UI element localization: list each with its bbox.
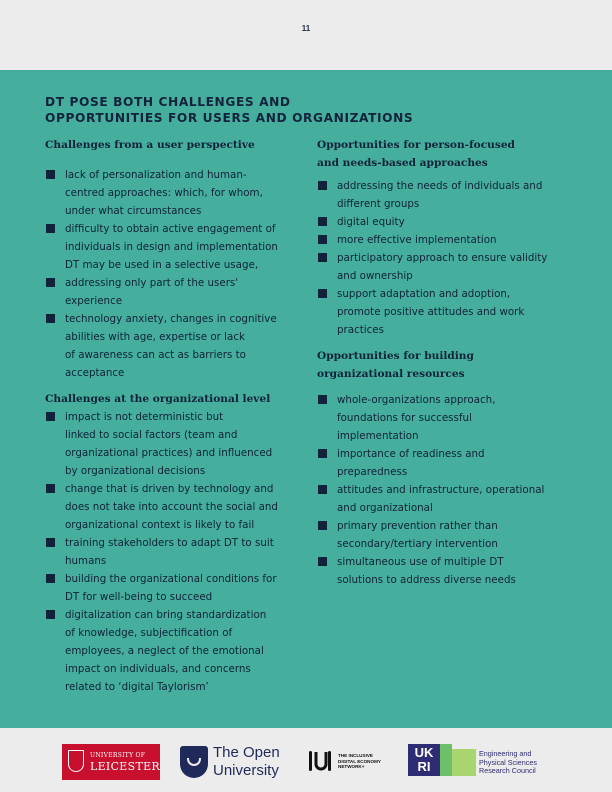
- list-item-line: secondary/tertiary intervention: [337, 538, 498, 550]
- list-item-line: different groups: [337, 198, 420, 210]
- footer-logos: [0, 738, 612, 788]
- list-item-line: by organizational decisions: [65, 465, 206, 477]
- list-item: [317, 231, 577, 249]
- list-item: [317, 445, 577, 481]
- list-item: [45, 274, 300, 310]
- epsrc-text: [479, 750, 537, 776]
- list-item-line: addressing only part of the users': [65, 277, 239, 289]
- inclusive-line-2: DIGITAL ECONOMY: [338, 758, 381, 764]
- opportunities-org-title: [317, 347, 577, 383]
- list-item-line: training stakeholders to adapt DT to suit: [65, 537, 274, 549]
- opportunities-person-title: [317, 136, 577, 172]
- bullet-square-icon: [318, 253, 327, 262]
- bullet-square-icon: [318, 181, 327, 190]
- opportunities-org-list: [317, 391, 577, 589]
- challenges-user-title: Challenges from a user perspective: [45, 139, 255, 151]
- bullet-square-icon: [46, 278, 55, 287]
- list-item: [317, 285, 577, 339]
- bullet-square-icon: [318, 289, 327, 298]
- open-university-line-1: The Open: [213, 744, 280, 761]
- list-item-line: and organizational: [337, 502, 433, 514]
- open-university-line-2: University: [213, 762, 279, 779]
- list-item: [45, 166, 300, 220]
- list-item: [45, 534, 300, 570]
- page-number: 11: [301, 24, 311, 33]
- list-item: [45, 310, 300, 382]
- bullet-square-icon: [46, 538, 55, 547]
- bullet-square-icon: [46, 574, 55, 583]
- bullet-square-icon: [46, 170, 55, 179]
- bullet-square-icon: [46, 484, 55, 493]
- epsrc-line-3: Research Council: [479, 766, 536, 775]
- list-item-line: difficulty to obtain active engagement of: [65, 223, 276, 235]
- list-item-line: simultaneous use of multiple DT: [337, 556, 504, 568]
- right-column: [317, 136, 577, 589]
- list-item-line: addressing the needs of individuals and: [337, 180, 543, 192]
- list-item: [45, 606, 300, 696]
- inclusive-network-mark-icon: [308, 748, 332, 774]
- epsrc-line-1: Engineering and: [479, 749, 532, 758]
- list-item-line: humans: [65, 555, 107, 567]
- ukri-box: [408, 744, 440, 776]
- leicester-logo-line-1: UNIVERSITY OF: [90, 752, 146, 759]
- list-item: [45, 408, 300, 480]
- list-item-line: attitudes and infrastructure, operational: [337, 484, 545, 496]
- list-item: [45, 570, 300, 606]
- university-of-leicester-logo: [62, 744, 160, 780]
- list-item-line: does not take into account the social and: [65, 501, 278, 513]
- bullet-square-icon: [46, 412, 55, 421]
- list-item-line: under what circumstances: [65, 205, 202, 217]
- challenges-org-title: Challenges at the organizational level: [45, 393, 271, 405]
- epsrc-line-2: Physical Sciences: [479, 757, 537, 767]
- bullet-square-icon: [318, 235, 327, 244]
- list-item-line: abilities with age, expertise or lack: [65, 331, 245, 343]
- bullet-square-icon: [46, 610, 55, 619]
- list-item-line: linked to social factors (team and: [65, 429, 238, 441]
- list-item: [45, 480, 300, 534]
- list-item-line: related to ‘digital Taylorism’: [65, 681, 209, 693]
- bullet-square-icon: [318, 217, 327, 226]
- list-item-line: digital equity: [337, 216, 405, 228]
- section-heading: [45, 94, 465, 126]
- ukri-line-1: UK: [414, 745, 434, 760]
- list-item-line: importance of readiness and: [337, 448, 485, 460]
- leicester-logo-line-2: LEICESTER: [90, 760, 161, 773]
- inclusive-line-3: NETWORK+: [338, 764, 365, 769]
- list-item-line: lack of personalization and human-: [65, 169, 247, 181]
- list-item-line: promote positive attitudes and work: [337, 306, 525, 318]
- bullet-square-icon: [46, 224, 55, 233]
- list-item-line: preparedness: [337, 466, 408, 478]
- list-item-line: impact is not deterministic but: [65, 411, 224, 423]
- list-item-line: primary prevention rather than: [337, 520, 498, 532]
- bullet-square-icon: [318, 485, 327, 494]
- list-item-line: more effective implementation: [337, 234, 497, 246]
- list-item-line: technology anxiety, changes in cognitive: [65, 313, 277, 325]
- list-item-line: building the organizational conditions for: [65, 573, 277, 585]
- ukri-light-green-bar: [452, 749, 476, 776]
- list-item: [317, 517, 577, 553]
- inclusive-digital-economy-network-logo: [308, 746, 398, 778]
- bullet-square-icon: [318, 449, 327, 458]
- list-item-line: acceptance: [65, 367, 125, 379]
- challenges-org-list: [45, 408, 300, 696]
- list-item-line: DT for well-being to succeed: [65, 591, 213, 603]
- list-item: [317, 391, 577, 445]
- list-item: [45, 220, 300, 274]
- opportunities-person-title-line-1: Opportunities for person-focused: [317, 139, 515, 151]
- list-item: [317, 553, 577, 589]
- list-item: [317, 177, 577, 213]
- list-item-line: centred approaches: which, for whom,: [65, 187, 263, 199]
- opportunities-org-title-line-2: organizational resources: [317, 368, 465, 380]
- list-item-line: organizational practices) and influenced: [65, 447, 273, 459]
- leicester-crest-icon: [68, 750, 84, 772]
- list-item-line: organizational context is likely to fail: [65, 519, 255, 531]
- challenges-user-list: [45, 166, 300, 382]
- bullet-square-icon: [318, 557, 327, 566]
- list-item-line: DT may be used in a selective usage,: [65, 259, 259, 271]
- list-item: [317, 481, 577, 517]
- opportunities-org-title-line-1: Opportunities for building: [317, 350, 474, 362]
- list-item-line: impact on individuals, and concerns: [65, 663, 251, 675]
- list-item-line: of knowledge, subjectification of: [65, 627, 233, 639]
- content-panel: [0, 70, 612, 728]
- list-item: [317, 249, 577, 285]
- list-item-line: implementation: [337, 430, 419, 442]
- inclusive-line-1: THE INCLUSIVE: [338, 753, 373, 758]
- list-item-line: foundations for successful: [337, 412, 472, 424]
- list-item-line: whole-organizations approach,: [337, 394, 496, 406]
- opportunities-person-title-line-2: and needs-based approaches: [317, 157, 488, 169]
- opportunities-person-list: [317, 177, 577, 339]
- heading-line-2: OPPORTUNITIES FOR USERS AND ORGANIZATIONS: [45, 111, 414, 125]
- list-item-line: solutions to address diverse needs: [337, 574, 516, 586]
- bullet-square-icon: [318, 395, 327, 404]
- left-column: [45, 136, 300, 696]
- list-item-line: and ownership: [337, 270, 413, 282]
- list-item-line: digitalization can bring standardization: [65, 609, 267, 621]
- list-item-line: of awareness can act as barriers to: [65, 349, 246, 361]
- list-item-line: individuals in design and implementation: [65, 241, 278, 253]
- list-item-line: change that is driven by technology and: [65, 483, 274, 495]
- list-item: [317, 213, 577, 231]
- open-university-logo: [180, 742, 290, 782]
- inclusive-network-text: [338, 753, 381, 770]
- heading-line-1: DT POSE BOTH CHALLENGES AND: [45, 95, 291, 109]
- ukri-line-2: RI: [417, 759, 431, 774]
- ukri-epsrc-logo: [408, 744, 568, 780]
- list-item-line: support adaptation and adoption,: [337, 288, 511, 300]
- list-item-line: participatory approach to ensure validity: [337, 252, 548, 264]
- bullet-square-icon: [318, 521, 327, 530]
- list-item-line: experience: [65, 295, 123, 307]
- list-item-line: practices: [337, 324, 384, 336]
- list-item-line: employees, a neglect of the emotional: [65, 645, 264, 657]
- ukri-green-bar: [440, 744, 452, 776]
- open-university-shield-icon: [180, 746, 208, 778]
- bullet-square-icon: [46, 314, 55, 323]
